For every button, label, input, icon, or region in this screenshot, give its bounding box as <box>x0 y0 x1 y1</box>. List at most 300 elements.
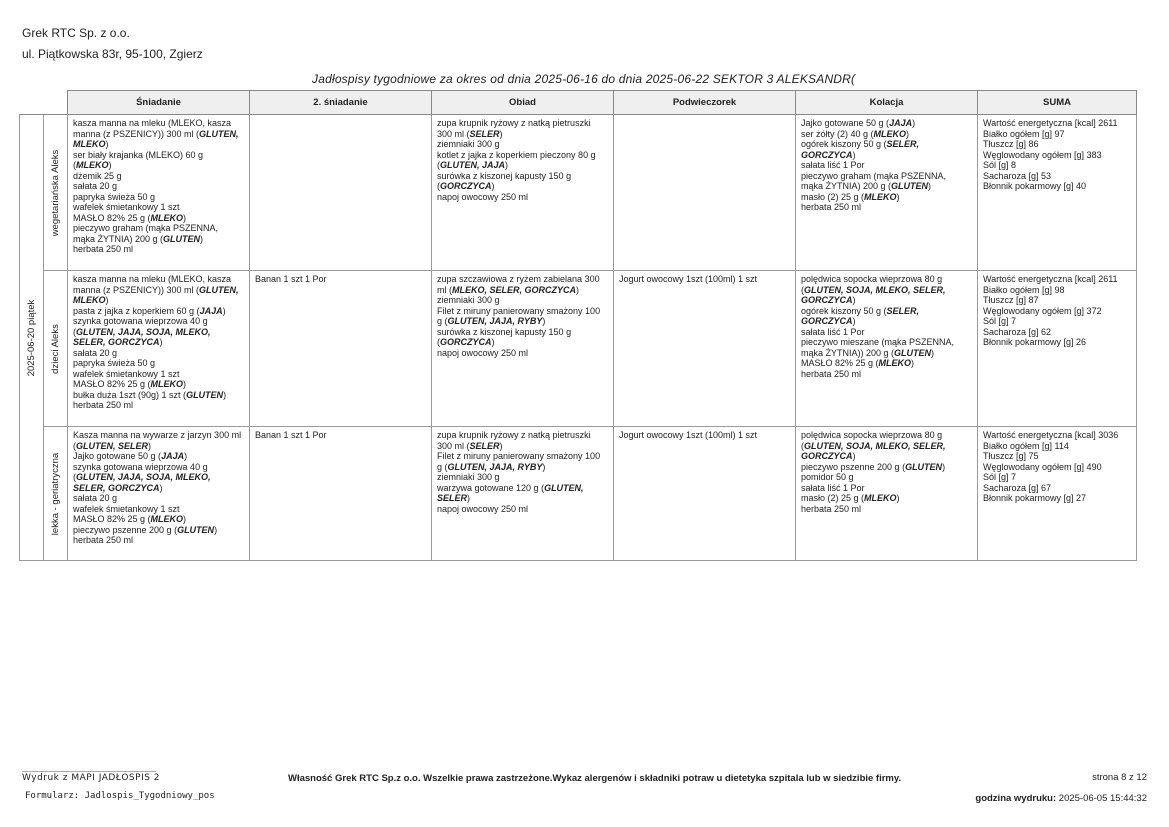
menu-text: napoj owocowy 250 ml <box>437 347 529 358</box>
table-row <box>20 427 1137 561</box>
col-header-podwieczorek: Podwieczorek <box>614 91 796 115</box>
menu-text: zupa szczawiowa z ryżem zabielana 300 <box>437 274 600 284</box>
menu-line <box>73 192 244 203</box>
menu-text: MASŁO 82% 25 g ( <box>801 358 879 368</box>
meal-cell-podwieczorek <box>614 271 796 427</box>
menu-text: polędwica sopocka wieprzowa 80 g <box>801 430 943 440</box>
menu-line <box>983 306 1131 317</box>
menu-line <box>437 139 608 150</box>
menu-line <box>801 129 972 140</box>
menu-line <box>801 441 972 452</box>
meal-cell-suma <box>978 427 1137 561</box>
menu-line <box>73 213 244 224</box>
menu-line <box>73 285 244 296</box>
menu-line <box>437 306 608 317</box>
allergen-text: SELER <box>437 493 468 503</box>
meal-cell-2-sniadanie <box>250 271 432 427</box>
menu-line <box>255 274 426 285</box>
menu-line <box>73 327 244 338</box>
menu-text: Sacharoza [g] 53 <box>983 170 1052 181</box>
meal-cell-kolacja <box>796 427 978 561</box>
menu-text: zupa krupnik ryżowy z natką pietruszki <box>437 430 591 440</box>
allergen-text: GLUTEN, JAJA, SOJA, MLEKO, <box>76 326 211 337</box>
menu-text: papryka świeża 50 g <box>73 191 156 202</box>
menu-line <box>437 150 608 161</box>
allergen-text: GLUTEN, SELER <box>76 440 149 451</box>
menu-text: Filet z miruny panierowany smażony 100 <box>437 451 601 461</box>
meal-cell-2-sniadanie <box>250 427 432 561</box>
menu-text: Błonnik pokarmowy [g] 26 <box>983 337 1087 347</box>
allergen-text: GORCZYCA <box>801 451 853 461</box>
menu-line <box>437 160 608 171</box>
menu-text: kasza manna na mleku (MLEKO, kasza <box>73 274 232 284</box>
menu-line <box>73 181 244 192</box>
menu-line <box>801 483 972 494</box>
menu-text: Sacharoza [g] 67 <box>983 482 1052 493</box>
menu-text: dżemik 25 g <box>73 170 122 181</box>
menu-text: Błonnik pokarmowy [g] 40 <box>983 181 1087 191</box>
menu-text: 300 ml ( <box>437 440 470 451</box>
menu-line <box>801 150 972 161</box>
menu-text: bułka duża 1szt (90g) 1 szt ( <box>73 389 187 400</box>
col-header-2-sniadanie: 2. śniadanie <box>250 91 432 115</box>
menu-line <box>801 493 972 504</box>
company-address: ul. Piątkowska 83r, 95-100, Zgierz <box>22 47 203 61</box>
menu-line <box>983 462 1131 473</box>
weekly-menu-table <box>19 90 1137 561</box>
menu-text: ) <box>105 295 109 305</box>
menu-line <box>437 430 608 441</box>
menu-text: ) <box>896 191 900 202</box>
table-row <box>20 271 1137 427</box>
menu-line <box>801 160 972 171</box>
header-row <box>20 91 1137 115</box>
menu-text: herbata 250 ml <box>801 368 862 379</box>
menu-text: szynka gotowana wieprzowa 40 g <box>73 461 208 472</box>
allergen-text: GLUTEN, JAJA, RYBY <box>447 461 543 472</box>
menu-text: papryka świeża 50 g <box>73 358 156 368</box>
menu-line <box>983 150 1131 161</box>
menu-text: ) <box>852 295 856 305</box>
menu-text: herbata 250 ml <box>801 202 862 212</box>
menu-text: masło (2) 25 g ( <box>801 191 865 202</box>
menu-text: ) <box>499 128 503 139</box>
menu-text: ) <box>105 139 109 149</box>
menu-text: ) <box>906 128 910 139</box>
allergen-text: MLEKO, SELER, GORCZYCA <box>452 284 577 295</box>
menu-line <box>801 295 972 306</box>
menu-text: surówka z kiszonej kapusty 150 g <box>437 170 572 181</box>
table-row <box>20 115 1137 271</box>
menu-text: g ( <box>437 461 448 472</box>
menu-line <box>73 348 244 359</box>
menu-line <box>801 472 972 483</box>
allergen-text: MLEKO <box>873 128 907 139</box>
meal-cell-obiad <box>432 427 614 561</box>
allergen-text: GORCZYCA <box>801 316 853 326</box>
menu-text: manna (z PSZENICY)) 300 ml ( <box>73 284 200 295</box>
menu-line <box>801 306 972 317</box>
menu-line <box>983 441 1131 452</box>
meal-cell-kolacja <box>796 271 978 427</box>
menu-text: ) <box>928 181 932 191</box>
menu-line <box>73 306 244 317</box>
meal-cell-obiad <box>432 115 614 271</box>
menu-text: ziemniaki 300 g <box>437 295 500 305</box>
menu-text: polędwica sopocka wieprzowa 80 g <box>801 274 943 284</box>
menu-line <box>983 483 1131 494</box>
menu-text: sałata liść 1 Por <box>801 326 865 337</box>
menu-text: sałata liść 1 Por <box>801 482 865 493</box>
menu-line <box>73 171 244 182</box>
allergen-text: JAJA <box>199 305 223 316</box>
menu-line <box>73 129 244 140</box>
print-time-label: godzina wydruku: <box>975 793 1057 804</box>
allergen-text: SELER, GORCZYCA <box>73 482 160 493</box>
menu-text: ) <box>108 160 112 170</box>
menu-line <box>619 274 790 285</box>
menu-line <box>801 139 972 150</box>
menu-text: ) <box>223 389 227 400</box>
menu-text: sałata 20 g <box>73 181 118 191</box>
menu-line <box>437 327 608 338</box>
menu-text: ) <box>912 118 916 128</box>
menu-text: Sól [g] 7 <box>983 472 1017 482</box>
company-header <box>22 23 203 65</box>
menu-text: ) <box>183 212 187 223</box>
menu-line <box>437 504 608 515</box>
allergen-text: JAJA <box>889 118 913 128</box>
menu-line <box>73 118 244 129</box>
allergen-text: SELER <box>469 128 500 139</box>
menu-text: Wartość energetyczna [kcal] 2611 <box>983 274 1118 284</box>
meal-cell-suma <box>978 115 1137 271</box>
menu-text: ( <box>437 160 440 170</box>
menu-line <box>73 493 244 504</box>
footer-ownership-note: Własność Grek RTC Sp.z o.o. Wszelkie prawa zastrzeżone.Wykaz alergenów i składniki potraw u dietetyka szpitala lub w siedzibie firmy. <box>288 773 902 784</box>
menu-text: MASŁO 82% 25 g ( <box>73 379 151 389</box>
menu-line <box>801 430 972 441</box>
menu-text: Jogurt owocowy 1szt (100ml) 1 szt <box>619 274 758 284</box>
menu-text: ser żółty (2) 40 g ( <box>801 128 874 139</box>
menu-line <box>73 244 244 255</box>
menu-line <box>73 358 244 369</box>
menu-line <box>73 483 244 494</box>
meal-cell-podwieczorek <box>614 427 796 561</box>
menu-text: ( <box>801 284 804 295</box>
footer-page-number: strona 8 z 12 <box>1092 772 1147 783</box>
menu-text: ( <box>73 160 76 170</box>
menu-text: wafelek śmietankowy 1 szt <box>73 503 180 514</box>
menu-text: Węglowodany ogółem [g] 490 <box>983 461 1102 472</box>
meal-cell-2-sniadanie <box>250 115 432 271</box>
menu-line <box>801 462 972 473</box>
menu-line <box>983 327 1131 338</box>
menu-line <box>255 430 426 441</box>
menu-text: MASŁO 82% 25 g ( <box>73 212 151 223</box>
menu-line <box>983 181 1131 192</box>
menu-text: 300 ml ( <box>437 128 470 139</box>
diet-cell <box>44 271 68 427</box>
menu-line <box>437 316 608 327</box>
menu-line <box>73 535 244 546</box>
menu-text: Jogurt owocowy 1szt (100ml) 1 szt <box>619 430 758 440</box>
menu-line <box>983 285 1131 296</box>
diet-label: lekka - geriatryczna <box>49 452 61 535</box>
menu-line <box>801 504 972 515</box>
menu-text: Błonnik pokarmowy [g] 27 <box>983 493 1087 503</box>
menu-line <box>73 139 244 150</box>
menu-text: ( <box>73 472 76 482</box>
menu-line <box>73 441 244 452</box>
menu-line <box>983 118 1131 129</box>
menu-text: ( <box>801 440 804 451</box>
company-name: Grek RTC Sp. z o.o. <box>22 26 130 40</box>
allergen-text: GLUTEN <box>186 389 224 400</box>
menu-line <box>801 171 972 182</box>
allergen-text: GLUTEN, JAJA, RYBY <box>447 316 543 326</box>
diet-label: wegetariańska Aleks <box>49 149 61 236</box>
menu-line <box>801 118 972 129</box>
menu-line <box>437 493 608 504</box>
menu-line <box>437 483 608 494</box>
allergen-text: MLEKO <box>73 295 106 305</box>
menu-text: napoj owocowy 250 ml <box>437 503 529 514</box>
menu-text: pomidor 50 g <box>801 472 854 482</box>
menu-line <box>73 451 244 462</box>
col-header-obiad: Obiad <box>432 91 614 115</box>
menu-text: ) <box>159 337 163 347</box>
diet-label: dzieci Aleks <box>49 323 61 374</box>
menu-text: kotlet z jajka z koperkiem pieczony 80 g <box>437 149 596 160</box>
menu-text: ser biały krajanka (MLEKO) 60 g <box>73 149 204 160</box>
print-time-value: 2025-06-05 15:44:32 <box>1058 793 1147 804</box>
menu-text: mąka ŻYTNIA) 200 g ( <box>801 181 892 191</box>
col-header-sniadanie: Śniadanie <box>68 91 250 115</box>
allergen-text: GLUTEN, JAJA, SOJA, MLEKO, <box>76 472 211 482</box>
menu-line <box>437 472 608 483</box>
allergen-text: GORCZYCA <box>801 149 853 160</box>
menu-line <box>73 369 244 380</box>
menu-line <box>73 202 244 213</box>
menu-text: ml ( <box>437 284 452 295</box>
meal-cell-podwieczorek <box>614 115 796 271</box>
allergen-text: GLUTEN <box>891 181 929 191</box>
menu-line <box>73 223 244 234</box>
menu-text: ziemniaki 300 g <box>437 139 500 149</box>
menu-text: ) <box>911 358 915 368</box>
menu-text: ) <box>184 451 188 461</box>
allergen-text: GORCZYCA <box>801 295 853 305</box>
menu-line <box>983 139 1131 150</box>
menu-line <box>801 316 972 327</box>
col-header-kolacja: Kolacja <box>796 91 978 115</box>
menu-line <box>437 441 608 452</box>
menu-text: herbata 250 ml <box>801 503 862 514</box>
menu-text: Banan 1 szt 1 Por <box>255 430 327 440</box>
menu-line <box>983 129 1131 140</box>
menu-text: surówka z kiszonej kapusty 150 g <box>437 326 572 337</box>
menu-text: ) <box>491 337 495 347</box>
menu-text: ) <box>148 440 152 451</box>
allergen-text: SELER, <box>886 305 920 316</box>
menu-text: Sól [g] 7 <box>983 316 1017 326</box>
allergen-text: JAJA <box>161 451 185 461</box>
menu-line <box>801 348 972 359</box>
document-title: Jadłospisy tygodniowe za okres od dnia 2025-06-16 do dnia 2025-06-22 SEKTOR 3 ALEKSANDR( <box>312 72 856 86</box>
diet-cell <box>44 427 68 561</box>
menu-text: ) <box>576 284 580 295</box>
allergen-text: GLUTEN <box>177 524 215 535</box>
menu-text: pieczywo graham (mąka PSZENNA, <box>801 170 947 181</box>
menu-text: mąka ŻYTNIA) 200 g ( <box>73 233 164 244</box>
menu-line <box>437 462 608 473</box>
menu-line <box>73 234 244 245</box>
meal-cell-suma <box>978 271 1137 427</box>
allergen-text: GLUTEN <box>894 347 932 358</box>
col-header-suma: SUMA <box>978 91 1137 115</box>
allergen-text: GORCZYCA <box>440 181 492 191</box>
menu-text: Jajko gotowane 50 g ( <box>73 451 162 461</box>
menu-text: ) <box>491 181 495 191</box>
menu-text: ) <box>942 461 946 472</box>
menu-line <box>983 171 1131 182</box>
menu-text: ) <box>896 493 900 503</box>
menu-text: ) <box>542 461 546 472</box>
menu-text: herbata 250 ml <box>73 244 134 254</box>
menu-text: ) <box>222 305 226 316</box>
menu-line <box>983 337 1131 348</box>
menu-text: ( <box>73 326 76 337</box>
menu-text: pieczywo pszenne 200 g ( <box>73 524 178 535</box>
menu-text: Tłuszcz [g] 87 <box>983 295 1039 305</box>
meal-cell-kolacja <box>796 115 978 271</box>
menu-text: ogórek kiszony 50 g ( <box>801 139 887 149</box>
allergen-text: GORCZYCA <box>440 337 492 347</box>
menu-text: masło (2) 25 g ( <box>801 493 865 503</box>
menu-line <box>801 451 972 462</box>
menu-line <box>73 295 244 306</box>
menu-line <box>801 285 972 296</box>
menu-text: Wartość energetyczna [kcal] 3036 <box>983 430 1119 440</box>
allergen-text: GLUTEN, <box>199 284 239 295</box>
menu-line <box>983 274 1131 285</box>
menu-text: Tłuszcz [g] 86 <box>983 139 1039 149</box>
menu-text: ogórek kiszony 50 g ( <box>801 305 887 316</box>
menu-text: napoj owocowy 250 ml <box>437 191 529 202</box>
menu-line <box>801 202 972 213</box>
menu-text: Sól [g] 8 <box>983 160 1017 170</box>
menu-text: ) <box>852 451 856 461</box>
allergen-text: MLEKO <box>150 212 184 223</box>
menu-line <box>801 358 972 369</box>
meal-cell-sniadanie <box>68 115 250 271</box>
menu-line <box>983 472 1131 483</box>
menu-line <box>801 369 972 380</box>
menu-text: sałata 20 g <box>73 347 118 358</box>
menu-text: herbata 250 ml <box>73 535 134 545</box>
menu-text: sałata 20 g <box>73 493 118 503</box>
menu-line <box>73 430 244 441</box>
menu-text: ) <box>183 379 187 389</box>
menu-line <box>73 462 244 473</box>
menu-line <box>437 171 608 182</box>
menu-text: ) <box>852 316 856 326</box>
menu-text: pasta z jajka z koperkiem 60 g ( <box>73 305 200 316</box>
menu-text: g ( <box>437 316 448 326</box>
footer-form-name: Formularz: Jadlospis_Tygodniowy_pos <box>25 791 215 801</box>
menu-text: Białko ogółem [g] 98 <box>983 284 1065 295</box>
menu-text: wafelek śmietankowy 1 szt <box>73 368 180 379</box>
day-cell <box>20 115 44 561</box>
menu-text: sałata liść 1 Por <box>801 160 865 170</box>
menu-line <box>437 295 608 306</box>
menu-text: ) <box>159 482 163 493</box>
menu-line <box>983 493 1131 504</box>
menu-line <box>801 192 972 203</box>
header-blank-day <box>20 91 44 115</box>
menu-text: Kasza manna na wywarze z jarzyn 300 ml <box>73 430 242 440</box>
menu-text: ) <box>183 514 187 524</box>
menu-text: Banan 1 szt 1 Por <box>255 274 327 284</box>
allergen-text: GLUTEN, JAJA <box>440 160 506 170</box>
menu-line <box>801 181 972 192</box>
day-label: 2025-06-20 piątek <box>25 299 37 376</box>
menu-text: ) <box>542 316 546 326</box>
menu-line <box>73 337 244 348</box>
menu-line <box>801 274 972 285</box>
allergen-text: GLUTEN, <box>199 128 239 139</box>
menu-text: ) <box>852 149 856 160</box>
menu-text: ) <box>499 440 503 451</box>
menu-text: Białko ogółem [g] 114 <box>983 440 1069 451</box>
menu-text: ) <box>214 524 218 535</box>
menu-line <box>983 160 1131 171</box>
menu-text: wafelek śmietankowy 1 szt <box>73 202 180 212</box>
menu-text: ) <box>200 233 204 244</box>
allergen-text: MLEKO <box>878 358 912 368</box>
menu-text: ( <box>73 440 76 451</box>
menu-line <box>73 400 244 411</box>
menu-line <box>983 316 1131 327</box>
allergen-text: SELER, <box>886 139 920 149</box>
menu-text: ( <box>437 337 440 347</box>
menu-text: pieczywo mieszane (mąka PSZENNA, <box>801 337 955 347</box>
header-blank-diet <box>44 91 68 115</box>
menu-line <box>437 181 608 192</box>
meal-cell-obiad <box>432 271 614 427</box>
meal-cell-sniadanie <box>68 271 250 427</box>
allergen-text: MLEKO <box>76 160 109 170</box>
menu-line <box>437 274 608 285</box>
allergen-text: GLUTEN <box>905 461 943 472</box>
menu-text: warzywa gotowane 120 g ( <box>437 482 545 493</box>
menu-line <box>983 451 1131 462</box>
menu-text: MASŁO 82% 25 g ( <box>73 514 151 524</box>
menu-text: pieczywo graham (mąka PSZENNA, <box>73 223 219 233</box>
menu-text: ) <box>505 160 509 170</box>
menu-line <box>73 316 244 327</box>
menu-line <box>437 348 608 359</box>
menu-line <box>73 472 244 483</box>
menu-text: Węglowodany ogółem [g] 372 <box>983 305 1102 316</box>
menu-line <box>73 514 244 525</box>
allergen-text: MLEKO <box>150 514 184 524</box>
menu-line <box>73 160 244 171</box>
menu-text: Tłuszcz [g] 75 <box>983 451 1039 461</box>
allergen-text: GLUTEN <box>163 233 201 244</box>
menu-line <box>73 379 244 390</box>
